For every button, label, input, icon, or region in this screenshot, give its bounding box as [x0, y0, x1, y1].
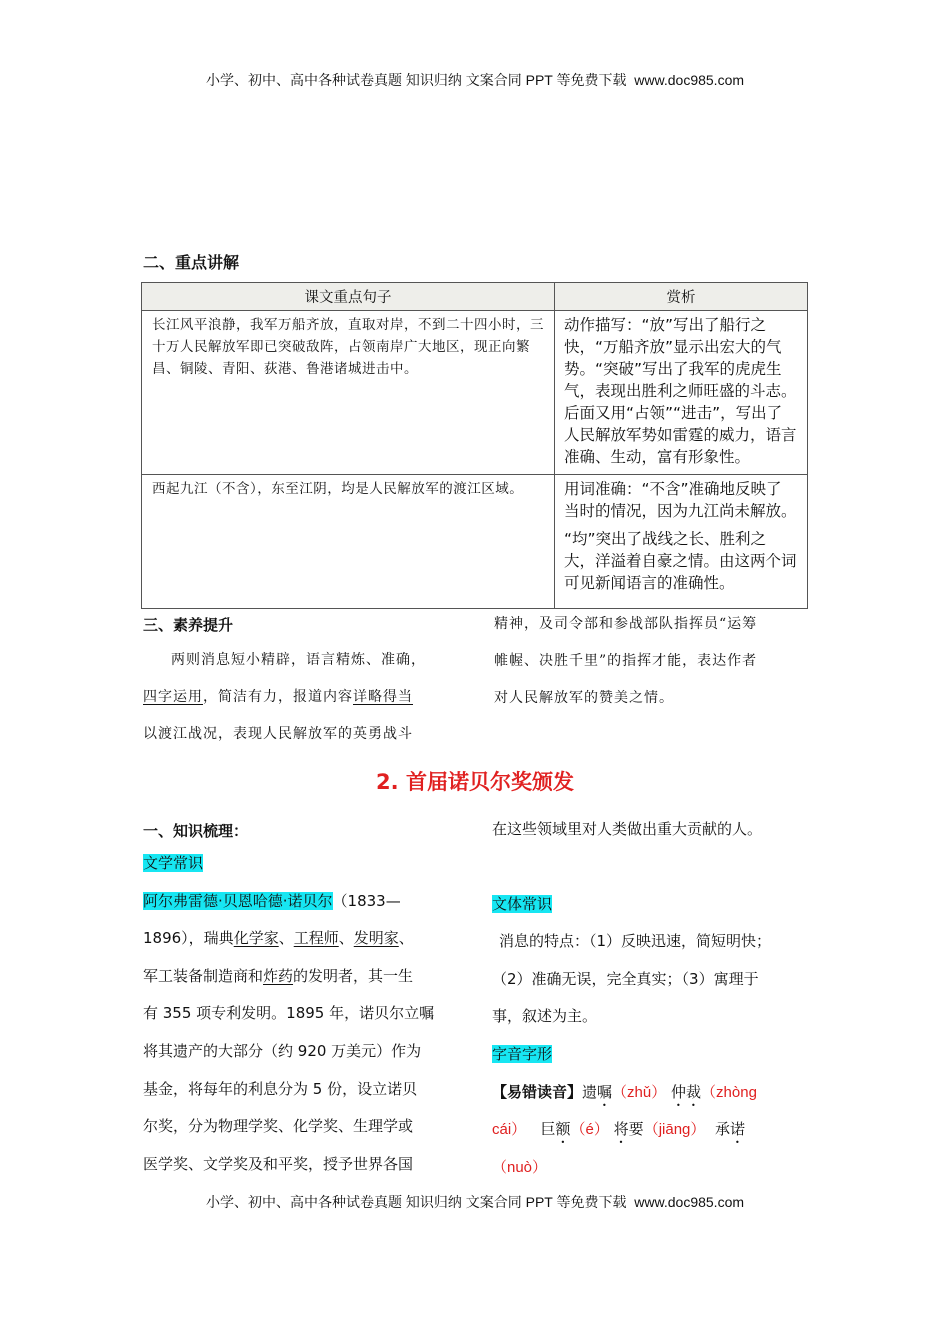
page-header: [0, 70, 950, 90]
literacy-line: 帷幄、决胜千里”的指挥才能，表达作者: [494, 653, 758, 669]
pinyin: （jiāng）: [643, 1121, 706, 1139]
knowledge-line: 1896），瑞典化学家、工程师、发明家、: [143, 929, 414, 948]
pinyin: （é）: [570, 1121, 609, 1139]
literacy-line: 对人民解放军的赞美之情。: [494, 690, 674, 706]
literacy-right-column: [494, 606, 824, 717]
literacy-left-column: [143, 642, 463, 753]
knowledge-line: 尔奖，分为物理学奖、化学奖、生理学或: [143, 1117, 414, 1136]
footer-url[interactable]: www.doc985.com: [634, 1194, 745, 1210]
literature-label: 文学常识: [143, 854, 204, 872]
underlined-term: 化学家: [233, 929, 279, 948]
underlined-term: 炸药: [263, 966, 294, 985]
knowledge-right-column: [492, 811, 822, 1186]
knowledge-line: 有 355 项专利发明。1895 年，诺贝尔立嘱: [143, 1004, 435, 1023]
pinyin: （zhòng: [701, 1083, 757, 1101]
literacy-line: 两则消息短小精辟，语言精炼、准确，: [171, 652, 426, 668]
underlined-term: 发明家: [353, 929, 399, 948]
genre-line: 事，叙述为主。: [492, 1007, 598, 1026]
analysis-cell: [555, 311, 808, 475]
pinyin: cái）: [492, 1121, 527, 1139]
knowledge-line: 在这些领域里对人类做出重大贡献的人。: [492, 820, 763, 838]
analysis-text: 用词准确：“不含”准确地反映了当时的情况，因为九江尚未解放。: [564, 480, 797, 520]
table-row: [142, 475, 808, 609]
sentence-cell: 长江风平浪静，我军万船齐放，直取对岸，不到二十四小时，三十万人民解放军即已突破敌阵，占领南岸广大地区，现正向繁昌、铜陵、青阳、荻港、鲁港诸城进击中。: [142, 311, 555, 475]
footer-text: 小学、初中、高中各种试卷真题 知识归纳 文案合同 PPT 等免费下载: [205, 1194, 627, 1210]
pronunciation-line: [492, 1149, 822, 1187]
key-sentence-table: [141, 282, 808, 609]
knowledge-line: 军工装备制造商和炸药的发明者，其一生: [143, 966, 414, 985]
article-title: 2. 首届诺贝尔奖颁发: [376, 770, 574, 794]
knowledge-line: 将其遗产的大部分（约 920 万美元）作为: [143, 1041, 422, 1060]
pinyin: （nuò）: [492, 1158, 548, 1176]
section-heading-key-points: 二、重点讲解: [143, 253, 240, 272]
literacy-line: 以渡江战况，表现人民解放军的英勇战斗: [143, 726, 413, 742]
analysis-text: 动作描写：“放”写出了船行之快，“万船齐放”显示出宏大的气势。“突破”写出了我军的虎虎生气，表现出胜利之师旺盛的斗志。后面又用“占领”“进击”，写出了人民解放军势如雷霆的威力，语言准确、生动，富有形象性。: [564, 316, 797, 466]
header-text: 小学、初中、高中各种试卷真题 知识归纳 文案合同 PPT 等免费下载: [205, 72, 627, 88]
header-url[interactable]: www.doc985.com: [634, 72, 745, 88]
sentence-cell: 西起九江（不含），东至江阴，均是人民解放军的渡江区域。: [142, 475, 555, 609]
pronunciation-line: 【易错读音】遗嘱（zhǔ） 仲裁（zhòng: [492, 1082, 757, 1101]
analysis-text: “均”突出了战线之长、胜利之大，洋溢着自豪之情。由这两个词可见新闻语言的准确性。: [564, 530, 797, 592]
char-label: 字音字形: [492, 1044, 553, 1063]
table-row: [142, 311, 808, 475]
nobel-name: 阿尔弗雷德·贝恩哈德·诺贝尔: [143, 891, 333, 910]
pronunciation-line: cái） 巨额（é） 将要（jiāng） 承诺: [492, 1120, 745, 1139]
pinyin: （zhǔ）: [612, 1083, 667, 1101]
section-heading-knowledge: 一、知识梳理：: [143, 822, 249, 840]
knowledge-line: 基金，将每年的利息分为 5 份，设立诺贝: [143, 1079, 418, 1098]
underlined-term: 工程师: [293, 929, 339, 948]
section-heading-literacy: 三、素养提升: [143, 616, 234, 634]
underlined-term: 详略得当: [353, 689, 413, 705]
underlined-term: 四字运用: [143, 689, 203, 705]
column-header-analysis: 赏析: [555, 283, 808, 311]
page-footer: [0, 1192, 950, 1212]
column-header-sentence: 课文重点句子: [142, 283, 555, 311]
knowledge-line: 医学奖、文学奖及和平奖，授予世界各国: [143, 1154, 414, 1173]
genre-label: 文体常识: [492, 894, 553, 913]
table-header-row: [142, 283, 808, 311]
knowledge-left-column: 文学常识 阿尔弗雷德·贝恩哈德·诺贝尔（1833— 1896），瑞典化学家、工程师、发明家、 军工装备制造商和炸药的发明者，其一生 有 355 项专利发明。1895 年，诺贝尔立嘱 将其遗产的大部分（约 920 万美元）作为 基金，将每年的利息分为 5 份，设立诺贝 尔奖，分为物理学奖、化学奖、生理学或 医学奖、文学奖及和平奖，授予世界各国: [143, 845, 473, 1183]
pronunciation-label: 【易错读音】: [492, 1082, 583, 1101]
genre-line: 消息的特点：（1）反映迅速，简短明快；: [499, 932, 772, 951]
genre-line: （2）准确无误，完全真实；（3）寓理于: [492, 969, 759, 988]
analysis-cell: [555, 475, 808, 609]
literacy-line: 四字运用，简洁有力，报道内容详略得当: [143, 689, 413, 705]
literacy-line: 精神，及司令部和参战部队指挥员“运筹: [494, 616, 758, 632]
